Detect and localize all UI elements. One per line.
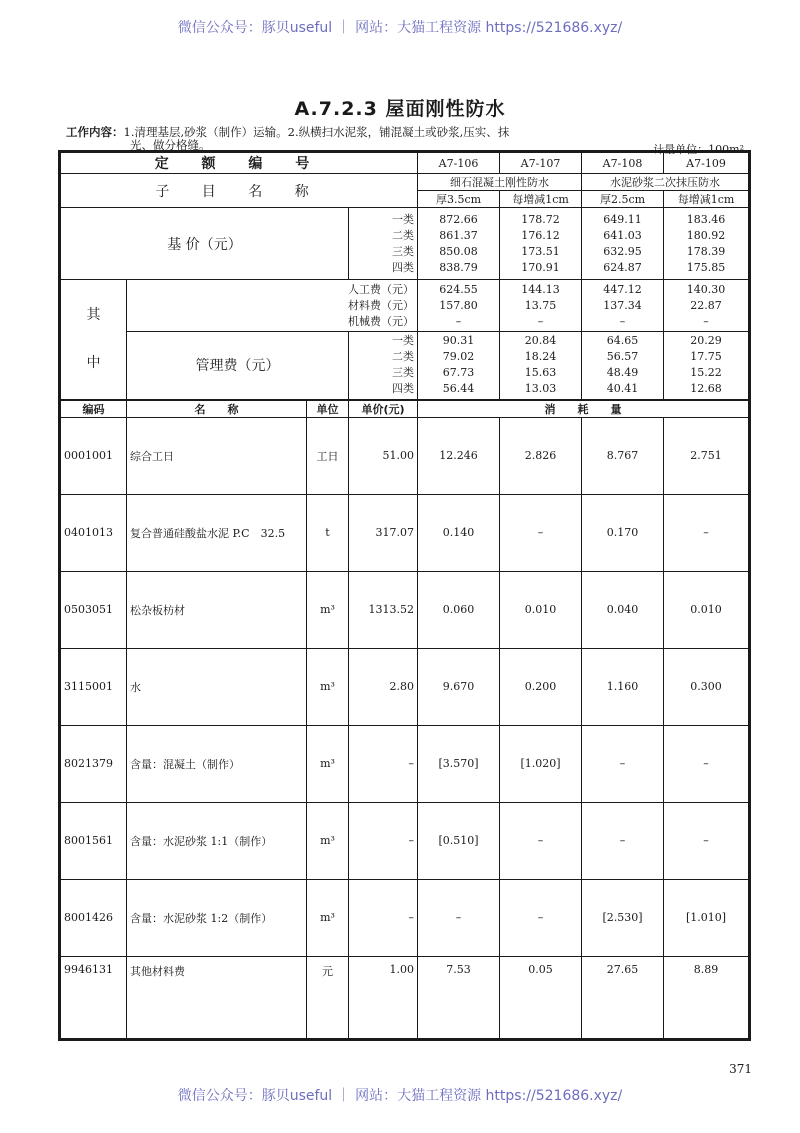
material-price: – xyxy=(349,879,418,956)
cost-value: – xyxy=(455,314,462,328)
material-code: 0401013 xyxy=(61,494,127,571)
page-title: A.7.2.3 屋面刚性防水 xyxy=(294,98,506,120)
material-code: 3115001 xyxy=(61,648,127,725)
mgmt-value: 56.44 xyxy=(442,382,475,396)
mgmt-value: 90.31 xyxy=(442,334,475,348)
table-row xyxy=(61,879,749,956)
cost-col xyxy=(418,280,500,332)
cost-value: 140.30 xyxy=(686,282,726,296)
code-cell: A7-107 xyxy=(500,153,582,174)
price-value: 178.72 xyxy=(521,212,560,226)
qty-cell: 0.200 xyxy=(500,648,582,725)
material-name: 松杂板枋材 xyxy=(127,571,307,648)
qty-cell: [3.570] xyxy=(418,725,500,802)
sub-label: 每增减1cm xyxy=(664,191,749,208)
qty-cell: – xyxy=(582,802,664,879)
item-name-label: 子 目 名 称 xyxy=(61,174,418,208)
qty-cell: 2.826 xyxy=(500,417,582,494)
price-value: 178.39 xyxy=(686,244,726,258)
price-value: 180.92 xyxy=(686,228,726,242)
table-row xyxy=(61,571,749,648)
qty-cell: 7.53 xyxy=(418,956,500,1038)
mgmt-col xyxy=(418,332,500,400)
material-code: 8001561 xyxy=(61,802,127,879)
mgmt-value: 15.63 xyxy=(524,366,557,380)
code-cell: A7-109 xyxy=(664,153,749,174)
material-unit: m³ xyxy=(307,725,349,802)
material-name: 水 xyxy=(127,648,307,725)
material-price: 1313.52 xyxy=(349,571,418,648)
price-value: 850.08 xyxy=(439,244,478,258)
cost-value: 157.80 xyxy=(439,298,478,312)
class-label: 四类 xyxy=(392,260,414,274)
material-price: 2.80 xyxy=(349,648,418,725)
material-name: 含量：水泥砂浆 1:1（制作） xyxy=(127,802,307,879)
base-price-row xyxy=(61,208,749,280)
material-unit: m³ xyxy=(307,802,349,879)
qty-cell: – xyxy=(500,494,582,571)
work-content-line1: 1.清理基层,砂浆（制作）运输。2.纵横扫水泥浆，铺混凝土或砂浆,压实、抹 xyxy=(123,125,510,139)
cost-value: 144.13 xyxy=(521,282,560,296)
material-price: – xyxy=(349,725,418,802)
sub-label: 厚2.5cm xyxy=(582,191,664,208)
material-name: 复合普通硅酸盐水泥 P.C 32.5 xyxy=(127,494,307,571)
base-price-col xyxy=(418,208,500,280)
qty-cell: 2.751 xyxy=(664,417,749,494)
qty-cell: 0.170 xyxy=(582,494,664,571)
cost-label: 人工费（元） xyxy=(348,282,414,296)
material-name: 含量：水泥砂浆 1:2（制作） xyxy=(127,879,307,956)
class-label: 三类 xyxy=(392,244,414,258)
qty-cell: 0.040 xyxy=(582,571,664,648)
base-price-col xyxy=(500,208,582,280)
mgmt-value: 48.49 xyxy=(606,366,639,380)
table-row xyxy=(61,417,749,494)
mgmt-label: 管理费（元） xyxy=(127,332,349,400)
price-value: 170.91 xyxy=(521,260,560,274)
cost-value: 447.12 xyxy=(603,282,642,296)
qty-cell: 12.246 xyxy=(418,417,500,494)
cost-col xyxy=(500,280,582,332)
price-value: 176.12 xyxy=(521,228,560,242)
material-unit: m³ xyxy=(307,648,349,725)
mgmt-value: 20.29 xyxy=(690,334,722,348)
price-value: 183.46 xyxy=(686,212,726,226)
mgmt-value: 40.41 xyxy=(606,382,639,396)
qty-cell: – xyxy=(664,725,749,802)
price-value: 838.79 xyxy=(439,260,478,274)
class-label: 三类 xyxy=(392,366,414,380)
mgmt-value: 15.22 xyxy=(690,366,722,380)
class-label: 一类 xyxy=(392,212,414,226)
quota-table xyxy=(60,152,749,1039)
mgmt-value: 18.24 xyxy=(524,350,557,364)
cost-value: – xyxy=(703,314,709,328)
material-price: 1.00 xyxy=(349,956,418,1038)
qty-cell: – xyxy=(664,802,749,879)
qty-cell: 0.010 xyxy=(664,571,749,648)
base-price-label: 基 价（元） xyxy=(61,208,349,280)
cost-value: – xyxy=(537,314,544,328)
material-code: 0503051 xyxy=(61,571,127,648)
class-label: 二类 xyxy=(392,228,414,242)
table-row xyxy=(61,802,749,879)
price-value: 175.85 xyxy=(686,260,726,274)
code-cell: A7-106 xyxy=(418,153,500,174)
qty-cell: 0.300 xyxy=(664,648,749,725)
mgmt-value: 64.65 xyxy=(606,334,639,348)
base-price-col xyxy=(664,208,749,280)
mgmt-col xyxy=(664,332,749,400)
cost-labels xyxy=(127,280,418,332)
qty-cell: 0.05 xyxy=(500,956,582,1038)
watermark-top: 微信公众号：豚贝useful ｜ 网站：大猫工程资源 https://521686.xyz/ xyxy=(177,20,623,36)
zhong-label: 中 xyxy=(86,355,101,372)
material-name: 含量：混凝土（制作） xyxy=(127,725,307,802)
cost-col xyxy=(582,280,664,332)
qty-cell: [2.530] xyxy=(582,879,664,956)
qty-cell: 0.140 xyxy=(418,494,500,571)
material-name: 其他材料费 xyxy=(127,956,307,1038)
qty-cell: – xyxy=(500,879,582,956)
watermark-bottom: 微信公众号：豚贝useful ｜ 网站：大猫工程资源 https://521686.xyz/ xyxy=(177,1088,623,1104)
work-content xyxy=(66,126,626,152)
mgmt-row xyxy=(61,332,749,400)
material-unit: t xyxy=(307,494,349,571)
table-row xyxy=(61,494,749,571)
qizhong-label xyxy=(61,280,127,400)
cost-col xyxy=(664,280,749,332)
qi-label: 其 xyxy=(86,307,101,324)
material-unit: m³ xyxy=(307,879,349,956)
material-code: 9946131 xyxy=(61,956,127,1038)
sub-label: 厚3.5cm xyxy=(418,191,500,208)
group-label-2: 水泥砂浆二次抹压防水 xyxy=(582,174,749,191)
qty-cell: 1.160 xyxy=(582,648,664,725)
table-row xyxy=(61,725,749,802)
cost-label: 机械费（元） xyxy=(348,314,414,328)
material-name: 综合工日 xyxy=(127,417,307,494)
page-number: 371 xyxy=(729,1062,752,1076)
col-qty-header: 消 耗 量 xyxy=(418,400,749,418)
qty-cell: 0.010 xyxy=(500,571,582,648)
price-value: 649.11 xyxy=(603,212,642,226)
material-price: 317.07 xyxy=(349,494,418,571)
measure-unit: 计量单位：100m² xyxy=(653,143,744,156)
cost-value: 624.55 xyxy=(439,282,478,296)
group-label-1: 细石混凝土刚性防水 xyxy=(418,174,582,191)
material-price: 51.00 xyxy=(349,417,418,494)
qty-cell: [1.010] xyxy=(664,879,749,956)
table-row xyxy=(61,956,749,1038)
cost-value: 22.87 xyxy=(690,298,722,312)
cost-value: 13.75 xyxy=(524,298,557,312)
mgmt-value: 79.02 xyxy=(442,350,475,364)
cost-row xyxy=(61,280,749,332)
base-price-col xyxy=(582,208,664,280)
qty-cell: 27.65 xyxy=(582,956,664,1038)
mgmt-value: 17.75 xyxy=(690,350,722,364)
cost-label: 材料费（元） xyxy=(348,298,414,312)
group-row xyxy=(61,174,749,191)
material-code: 0001001 xyxy=(61,417,127,494)
material-code: 8021379 xyxy=(61,725,127,802)
qty-cell: 9.670 xyxy=(418,648,500,725)
mgmt-value: 67.73 xyxy=(442,366,475,380)
col-code-header: 编码 xyxy=(61,400,127,418)
code-cell: A7-108 xyxy=(582,153,664,174)
mgmt-value: 20.84 xyxy=(524,334,557,348)
work-content-line2: 光、做分格缝。 xyxy=(130,138,211,152)
price-value: 872.66 xyxy=(439,212,478,226)
qty-cell: 0.060 xyxy=(418,571,500,648)
quota-code-row xyxy=(61,153,749,174)
price-value: 641.03 xyxy=(603,228,642,242)
table-row xyxy=(61,648,749,725)
qty-cell: – xyxy=(664,494,749,571)
qty-cell: – xyxy=(582,725,664,802)
material-unit: 工日 xyxy=(307,417,349,494)
work-content-label: 工作内容： xyxy=(66,125,124,139)
sub-label: 每增减1cm xyxy=(500,191,582,208)
quota-code-label: 定 额 编 号 xyxy=(61,153,418,174)
qty-cell: – xyxy=(500,802,582,879)
qty-cell: [1.020] xyxy=(500,725,582,802)
class-label: 四类 xyxy=(392,382,414,396)
qty-cell: – xyxy=(418,879,500,956)
cost-value: – xyxy=(619,314,626,328)
base-price-classes xyxy=(349,208,418,280)
qty-cell: 8.89 xyxy=(664,956,749,1038)
price-value: 632.95 xyxy=(603,244,642,258)
price-value: 624.87 xyxy=(603,260,642,274)
price-value: 173.51 xyxy=(521,244,560,258)
col-price-header: 单价(元) xyxy=(349,400,418,418)
price-value: 861.37 xyxy=(439,228,478,242)
class-label: 二类 xyxy=(392,350,414,364)
mgmt-value: 56.57 xyxy=(606,350,639,364)
mgmt-col xyxy=(582,332,664,400)
material-unit: m³ xyxy=(307,571,349,648)
material-unit: 元 xyxy=(307,956,349,1038)
qty-cell: 8.767 xyxy=(582,417,664,494)
material-code: 8001426 xyxy=(61,879,127,956)
class-label: 一类 xyxy=(392,334,414,348)
consumption-header-row xyxy=(61,400,749,418)
col-name-header: 名 称 xyxy=(127,400,307,418)
mgmt-col xyxy=(500,332,582,400)
col-unit-header: 单位 xyxy=(307,400,349,418)
mgmt-classes xyxy=(349,332,418,400)
material-price: – xyxy=(349,802,418,879)
qty-cell: [0.510] xyxy=(418,802,500,879)
mgmt-value: 13.03 xyxy=(524,382,557,396)
cost-value: 137.34 xyxy=(603,298,642,312)
mgmt-value: 12.68 xyxy=(690,382,722,396)
